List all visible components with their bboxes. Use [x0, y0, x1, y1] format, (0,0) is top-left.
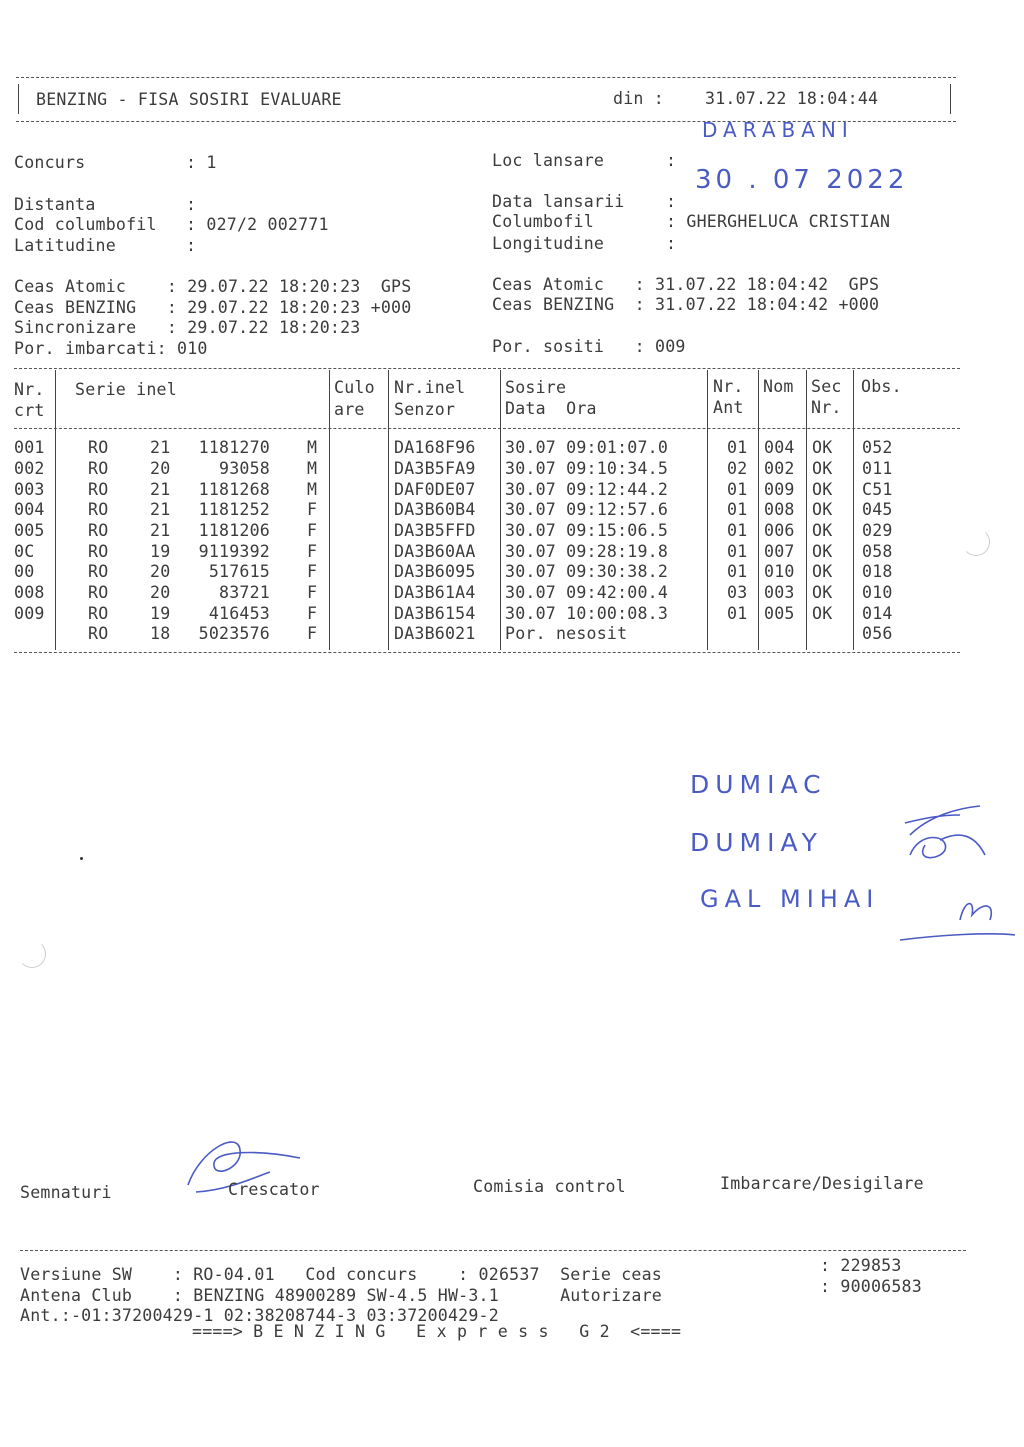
th-nrinel-sub: Senzor [394, 400, 456, 419]
footer-line-antena: Antena Club : BENZING 48900289 SW-4.5 HW-3.1 Autorizare [20, 1286, 662, 1305]
cell-country: RO [88, 438, 109, 457]
cell-nom: 008 [764, 500, 795, 519]
info-loc-value: : [666, 151, 677, 170]
cell-sec: OK [812, 459, 833, 478]
report-title: BENZING - FISA SOSIRI EVALUARE [36, 90, 342, 109]
signature-mark-2 [910, 835, 985, 858]
th-serie: Serie inel [75, 380, 177, 399]
info-latitudine-label: Latitudine [14, 236, 116, 255]
cell-year: 20 [150, 562, 171, 581]
cell-sec: OK [812, 438, 833, 457]
cell-nr: 009 [14, 604, 45, 623]
cell-sex: F [307, 604, 318, 623]
cell-ring: 1181270 [198, 438, 270, 457]
cell-arrival: 30.07 09:28:19.8 [505, 542, 669, 561]
cell-sensor: DA3B60B4 [394, 500, 476, 519]
cell-country: RO [88, 604, 109, 623]
clock-right-benzing: Ceas BENZING : 31.07.22 18:04:42 +000 [492, 295, 880, 314]
footer-serie-ceas-value: : 229853 [820, 1256, 902, 1275]
cell-ring: 1181206 [198, 521, 270, 540]
signature-mark-1 [905, 806, 980, 835]
info-loc-label: Loc lansare [492, 151, 605, 170]
cell-sensor: DA3B60AA [394, 542, 476, 561]
cell-nom: 003 [764, 583, 795, 602]
handwritten-place: DARABANI [702, 118, 854, 142]
cell-sex: F [307, 583, 318, 602]
cell-year: 19 [150, 542, 171, 561]
signatures-label: Semnaturi [20, 1183, 112, 1202]
cell-arrival: 30.07 09:15:06.5 [505, 521, 669, 540]
th-nom: Nom [763, 377, 794, 396]
footer-line-ant: Ant.:-01:37200429-1 02:38208744-3 03:37200429-2 [20, 1306, 499, 1325]
cell-ring: 517615 [208, 562, 270, 581]
cell-year: 21 [150, 500, 171, 519]
th-sosire-sub: Data Ora [505, 399, 597, 418]
cell-ring: 83721 [219, 583, 270, 602]
cell-nom: 009 [764, 480, 795, 499]
clock-right-sositi: Por. sositi : 009 [492, 337, 686, 356]
cell-arrival: 30.07 09:42:00.4 [505, 583, 669, 602]
th-culoare-sub: are [334, 400, 365, 419]
cell-country: RO [88, 624, 109, 643]
info-longitudine-value: : [666, 234, 677, 253]
cell-sec: OK [812, 500, 833, 519]
cell-obs: 011 [862, 459, 893, 478]
handwritten-date: 30 . 07 2022 [695, 165, 909, 195]
cell-sec: OK [812, 562, 833, 581]
cell-obs: 029 [862, 521, 893, 540]
cell-nr: 001 [14, 438, 45, 457]
cell-year: 21 [150, 521, 171, 540]
cell-nr: 004 [14, 500, 45, 519]
cell-ant: 01 [727, 604, 748, 623]
info-cod-label: Cod columbofil [14, 215, 157, 234]
report-date-value: 31.07.22 18:04:44 [705, 89, 879, 108]
clock-left-benzing: Ceas BENZING : 29.07.22 18:20:23 +000 [14, 298, 412, 317]
cell-ant: 01 [727, 438, 748, 457]
cell-ring: 5023576 [198, 624, 270, 643]
scan-dot [80, 857, 83, 860]
cell-sex: F [307, 521, 318, 540]
cell-sensor: DAF0DE07 [394, 480, 476, 499]
punch-hole-mark [18, 940, 46, 968]
cell-nr: 002 [14, 459, 45, 478]
footer-autorizare-value: : 90006583 [820, 1277, 922, 1296]
th-ant-sub: Ant [713, 398, 744, 417]
cell-ant: 01 [727, 562, 748, 581]
cell-nom: 005 [764, 604, 795, 623]
cell-country: RO [88, 500, 109, 519]
info-longitudine-label: Longitudine [492, 234, 605, 253]
cell-nom: 010 [764, 562, 795, 581]
cell-obs: 058 [862, 542, 893, 561]
info-latitudine-value: : [186, 236, 197, 255]
cell-nom: 007 [764, 542, 795, 561]
cell-sec: OK [812, 521, 833, 540]
signature-comisia-label: Comisia control [473, 1177, 626, 1196]
cell-sex: M [307, 459, 318, 478]
th-nr-sub: crt [14, 401, 45, 420]
th-sec-sub: Nr. [811, 398, 842, 417]
cell-obs: 045 [862, 500, 893, 519]
cell-ant: 01 [727, 521, 748, 540]
cell-country: RO [88, 562, 109, 581]
cell-ant: 01 [727, 542, 748, 561]
cell-arrival: Por. nesosit [505, 624, 628, 643]
footer-line-versiune: Versiune SW : RO-04.01 Cod concurs : 026537 Serie ceas [20, 1265, 662, 1284]
cell-sex: F [307, 624, 318, 643]
cell-sex: F [307, 542, 318, 561]
cell-nom: 006 [764, 521, 795, 540]
handwritten-commission-3: GAL MIHAI [700, 885, 880, 913]
cell-country: RO [88, 459, 109, 478]
cell-ring: 1181268 [198, 480, 270, 499]
cell-year: 18 [150, 624, 171, 643]
cell-ant: 01 [727, 500, 748, 519]
cell-country: RO [88, 480, 109, 499]
cell-sec: OK [812, 542, 833, 561]
cell-arrival: 30.07 09:30:38.2 [505, 562, 669, 581]
cell-year: 21 [150, 480, 171, 499]
cell-nr: 003 [14, 480, 45, 499]
cell-obs: 014 [862, 604, 893, 623]
cell-ant: 01 [727, 480, 748, 499]
cell-year: 20 [150, 459, 171, 478]
th-nr: Nr. [14, 380, 45, 399]
cell-sensor: DA168F96 [394, 438, 476, 457]
info-concurs-label: Concurs [14, 153, 86, 172]
cell-sensor: DA3B6095 [394, 562, 476, 581]
cell-year: 20 [150, 583, 171, 602]
cell-obs: C51 [862, 480, 893, 499]
handwritten-commission-2: DUMIAY [690, 828, 823, 857]
clock-left-sync: Sincronizare : 29.07.22 18:20:23 [14, 318, 361, 337]
info-distanta-value: : [186, 195, 197, 214]
cell-nr: 00 [14, 562, 35, 581]
cell-sex: M [307, 480, 318, 499]
info-columbofil-value: : GHERGHELUCA CRISTIAN [666, 212, 891, 231]
info-data-value: : [666, 192, 677, 211]
cell-nr: 005 [14, 521, 45, 540]
cell-country: RO [88, 583, 109, 602]
cell-arrival: 30.07 09:01:07.0 [505, 438, 669, 457]
handwritten-commission-1: DUMIAC [690, 770, 827, 799]
cell-ring: 9119392 [198, 542, 270, 561]
cell-sex: M [307, 438, 318, 457]
signature-crescator-label: Crescator [228, 1180, 320, 1199]
cell-obs: 052 [862, 438, 893, 457]
cell-sec: OK [812, 583, 833, 602]
th-culoare: Culo [334, 378, 375, 397]
clock-left-atomic: Ceas Atomic : 29.07.22 18:20:23 GPS [14, 277, 412, 296]
cell-nom: 002 [764, 459, 795, 478]
cell-nr: 0C [14, 542, 35, 561]
punch-hole-mark [962, 528, 990, 556]
th-obs: Obs. [861, 377, 902, 396]
signature-imbarcare-label: Imbarcare/Desigilare [720, 1174, 924, 1193]
info-data-label: Data lansarii [492, 192, 625, 211]
cell-nr: 008 [14, 583, 45, 602]
cell-year: 19 [150, 604, 171, 623]
th-nrinel: Nr.inel [394, 378, 466, 397]
info-cod-value: : 027/2 002771 [186, 215, 329, 234]
cell-sex: F [307, 500, 318, 519]
cell-sensor: DA3B6154 [394, 604, 476, 623]
cell-nom: 004 [764, 438, 795, 457]
cell-sensor: DA3B5FFD [394, 521, 476, 540]
cell-arrival: 30.07 10:00:08.3 [505, 604, 669, 623]
th-sosire: Sosire [505, 378, 567, 397]
info-concurs-value: : 1 [186, 153, 217, 172]
cell-year: 21 [150, 438, 171, 457]
cell-obs: 018 [862, 562, 893, 581]
cell-sensor: DA3B5FA9 [394, 459, 476, 478]
cell-ring: 416453 [208, 604, 270, 623]
th-ant: Nr. [713, 377, 744, 396]
cell-country: RO [88, 542, 109, 561]
report-date-label: din : [613, 89, 664, 108]
th-sec: Sec [811, 377, 842, 396]
cell-country: RO [88, 521, 109, 540]
cell-ring: 93058 [219, 459, 270, 478]
footer-rule [20, 1250, 966, 1251]
clock-left-imbarcati: Por. imbarcati: 010 [14, 339, 208, 358]
clock-right-atomic: Ceas Atomic : 31.07.22 18:04:42 GPS [492, 275, 880, 294]
footer-banner: ====> B E N Z I N G E x p r e s s G 2 <==== [192, 1322, 682, 1341]
cell-sex: F [307, 562, 318, 581]
cell-obs: 010 [862, 583, 893, 602]
info-distanta-label: Distanta [14, 195, 96, 214]
cell-ant: 02 [727, 459, 748, 478]
cell-sensor: DA3B6021 [394, 624, 476, 643]
info-columbofil-label: Columbofil [492, 212, 594, 231]
signature-mark-3 [900, 904, 1015, 940]
cell-ant: 03 [727, 583, 748, 602]
cell-ring: 1181252 [198, 500, 270, 519]
cell-obs: 056 [862, 624, 893, 643]
cell-sec: OK [812, 480, 833, 499]
cell-arrival: 30.07 09:12:57.6 [505, 500, 669, 519]
cell-sec: OK [812, 604, 833, 623]
cell-arrival: 30.07 09:10:34.5 [505, 459, 669, 478]
cell-arrival: 30.07 09:12:44.2 [505, 480, 669, 499]
cell-sensor: DA3B61A4 [394, 583, 476, 602]
